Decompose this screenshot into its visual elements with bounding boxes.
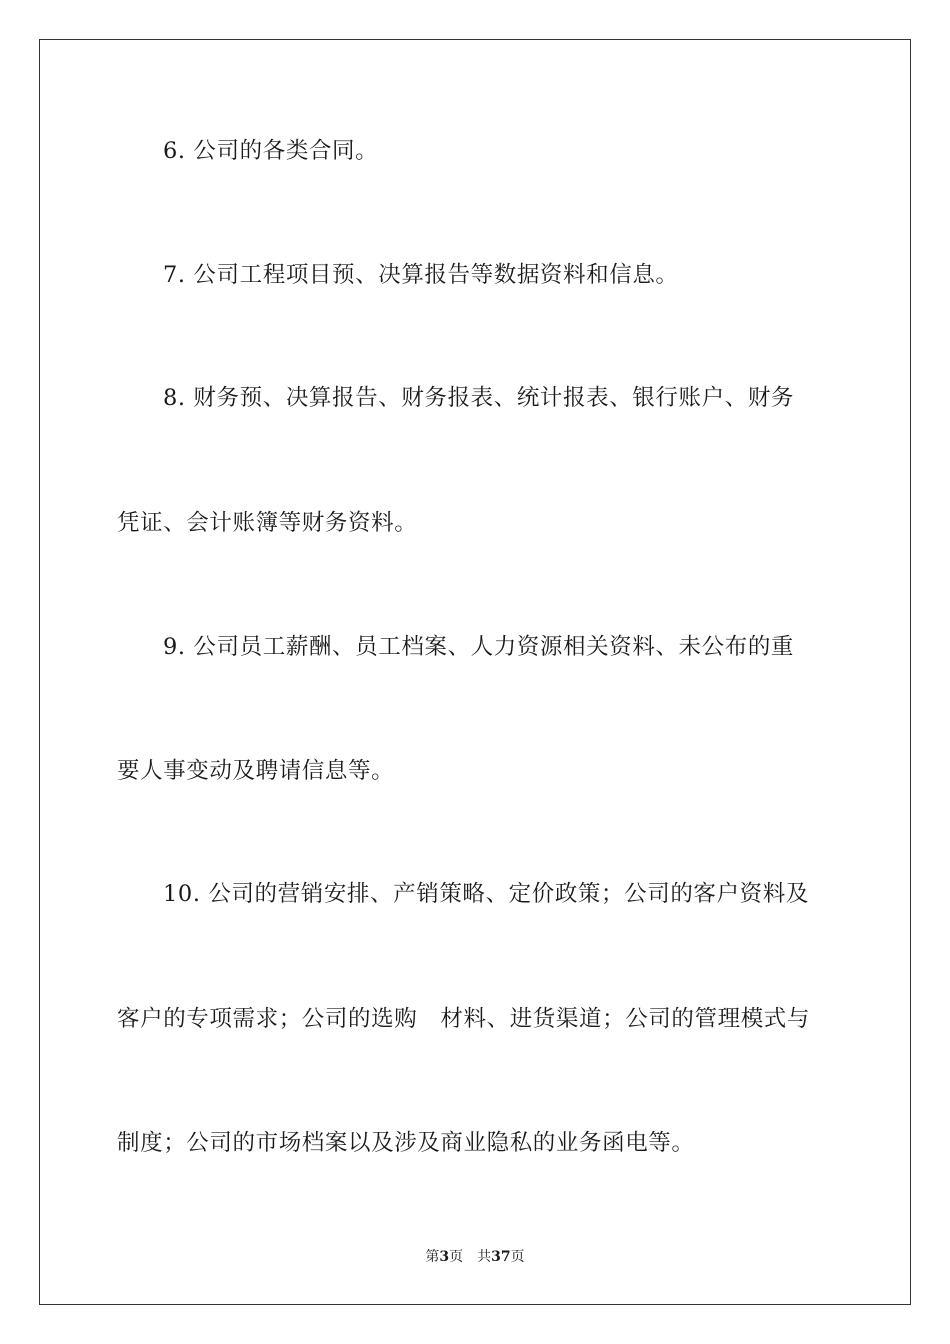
footer-page-suffix: 页 [449,1249,464,1265]
paragraph-10-line-1: 10. 公司的营销安排、产销策略、定价政策；公司的客户资料及 [163,881,809,907]
paragraph-8-line-1: 8. 财务预、决算报告、财务报表、统计报表、银行账户、财务 [163,385,795,411]
footer-page-prefix: 第 [425,1249,440,1265]
footer-total-suffix: 页 [510,1249,525,1265]
paragraph-10-line-3: 制度；公司的市场档案以及涉及商业隐私的业务函电等。 [117,1130,695,1156]
page-border [39,39,911,1305]
footer-page-number: 3 [439,1249,450,1265]
paragraph-6-line-1: 6. 公司的各类合同。 [163,138,379,164]
page-footer [0,1248,950,1266]
paragraph-7-line-1: 7. 公司工程项目预、决算报告等数据资料和信息。 [163,262,679,288]
paragraph-8-line-2: 凭证、会计账簿等财务资料。 [117,510,418,536]
footer-total-prefix: 共 [477,1249,492,1265]
footer-total-pages: 37 [491,1249,511,1265]
paragraph-10-line-2: 客户的专项需求；公司的选购 材料、进货渠道；公司的管理模式与 [117,1006,811,1032]
paragraph-9-line-2: 要人事变动及聘请信息等。 [117,758,395,784]
paragraph-9-line-1: 9. 公司员工薪酬、员工档案、人力资源相关资料、未公布的重 [163,634,795,660]
